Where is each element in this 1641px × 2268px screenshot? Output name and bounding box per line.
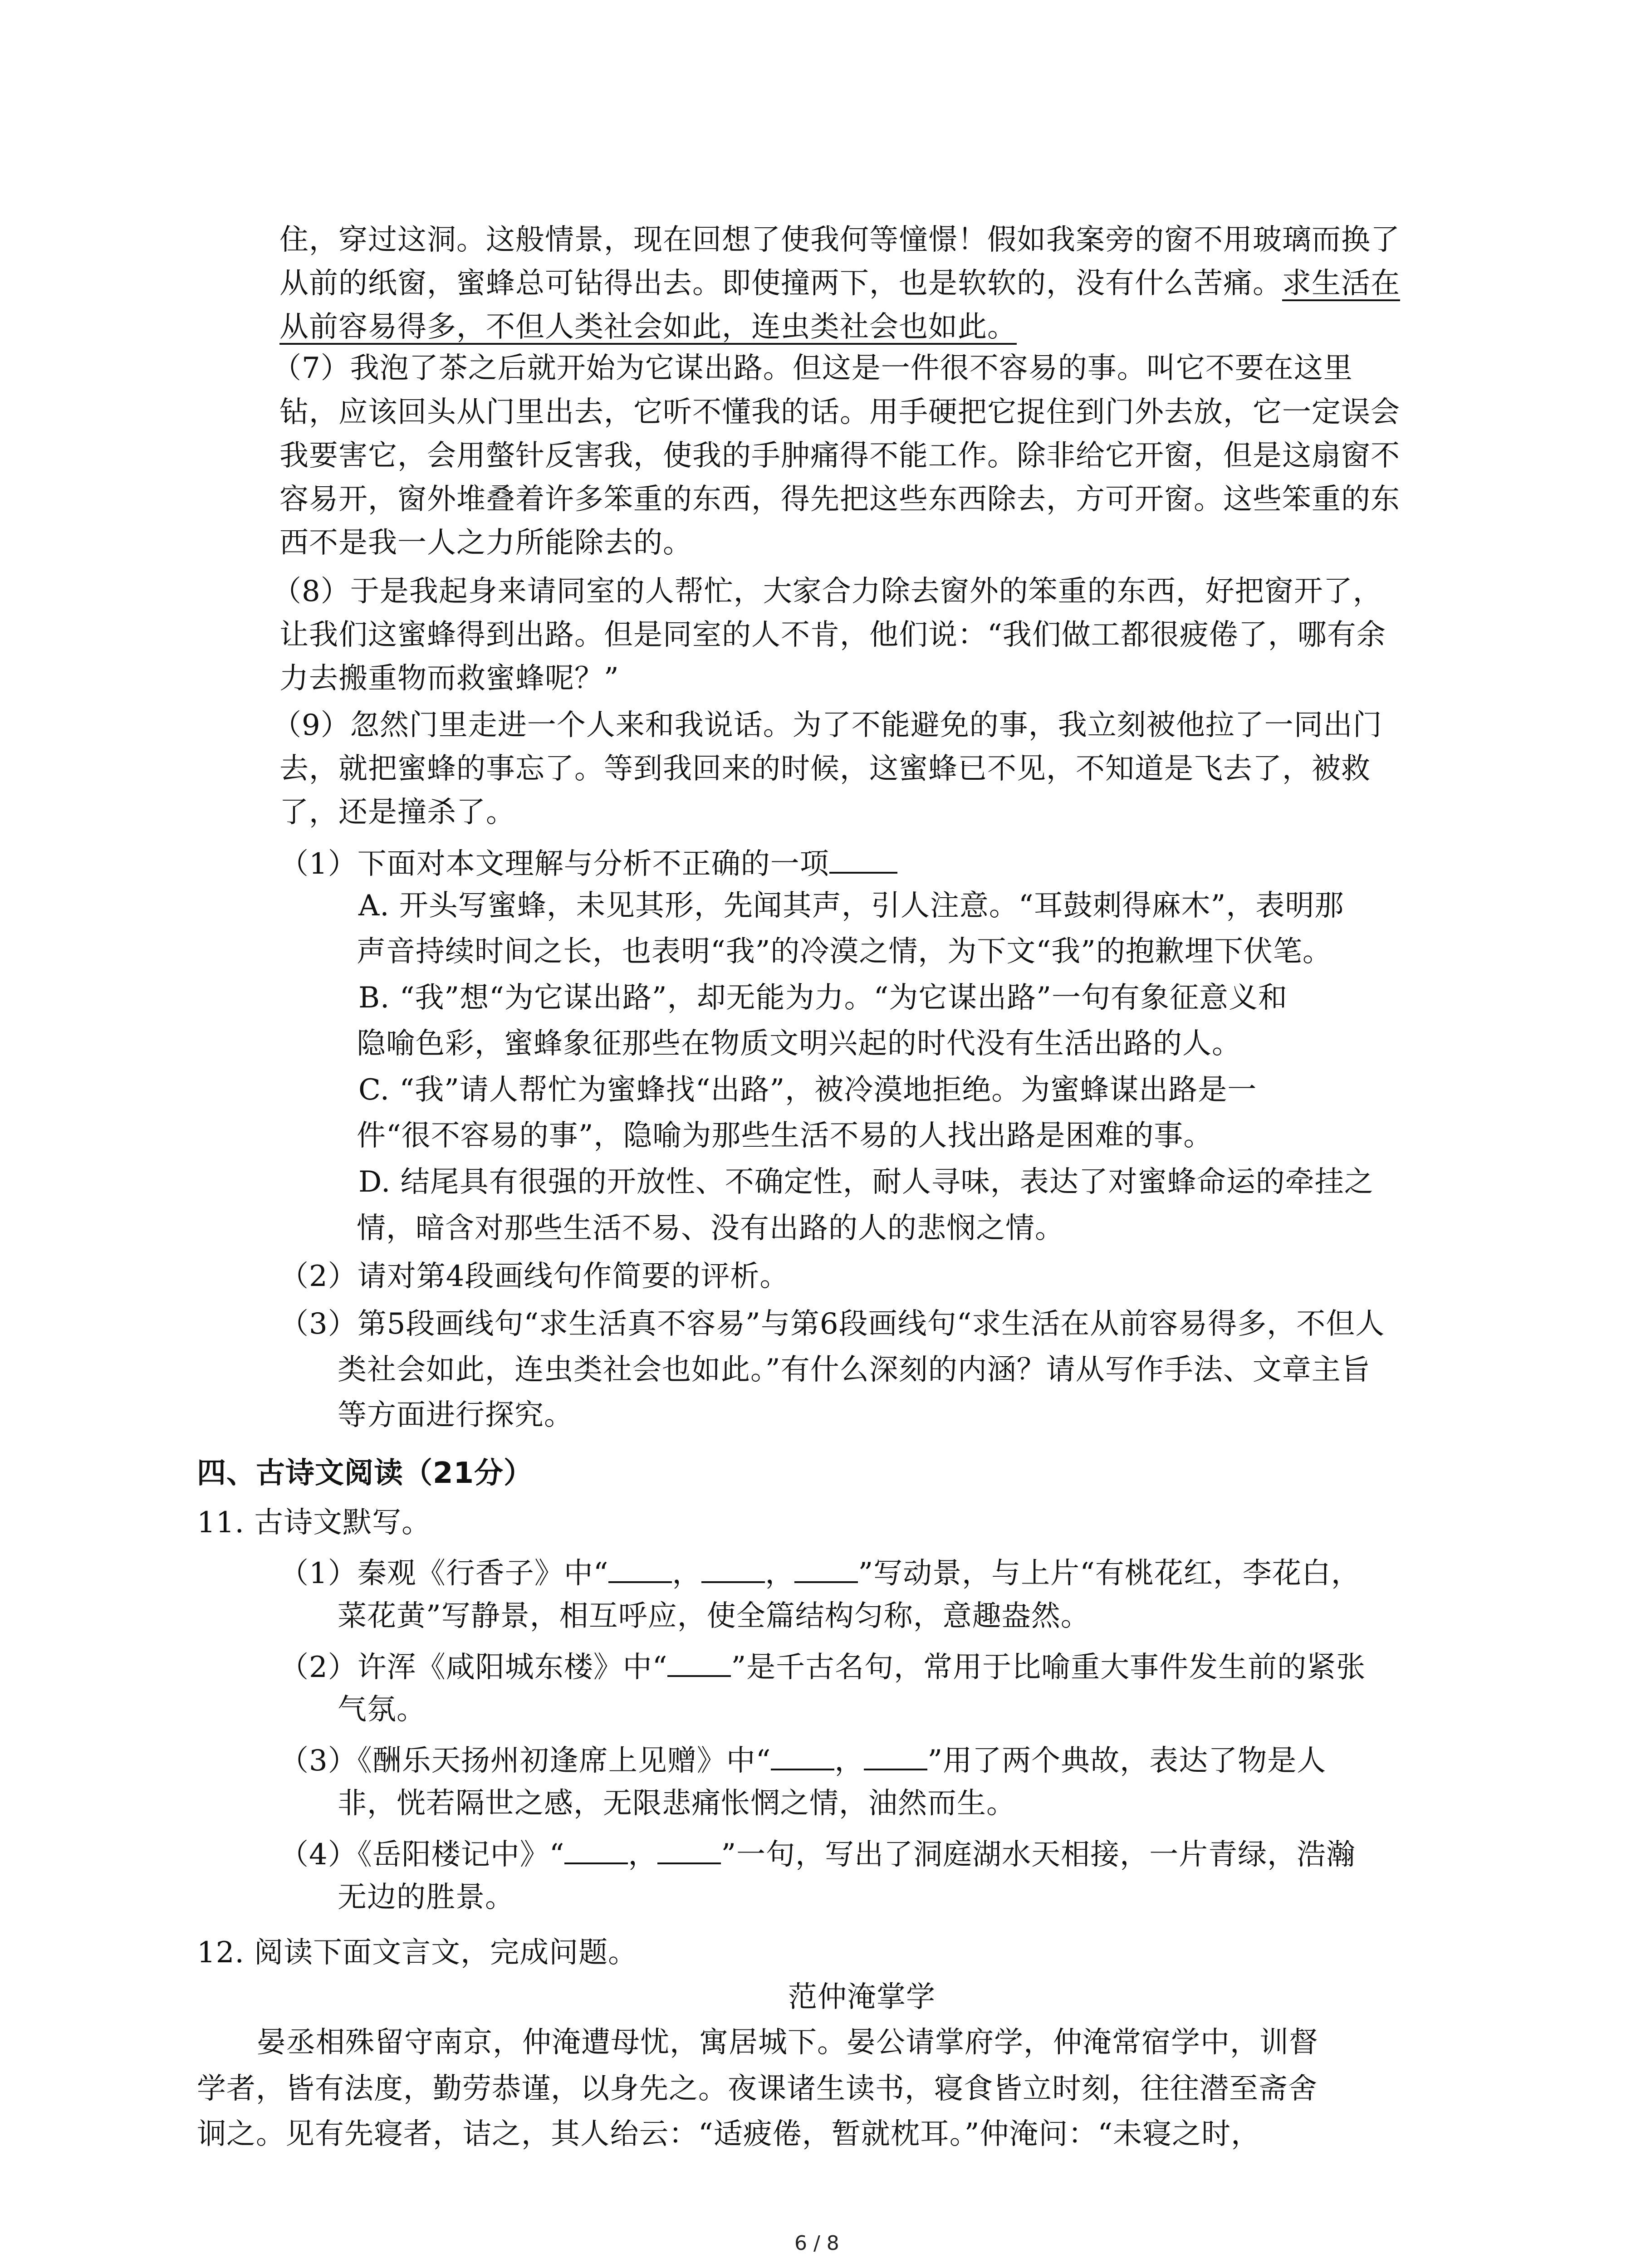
passage-line3: 诇之。见有先寝者，诘之，其人绐云：“适疲倦，暂就枕耳。”仲淹问：“未寝之时， (197, 2117, 1261, 2151)
q11-item4-tail: ”一句，写出了洞庭湖水天相接，一片青绿，浩瀚 (721, 1838, 1356, 1872)
option-b-line2: 隐喻色彩，蜜蜂象征那些在物质文明兴起的时代没有生活出路的人。 (357, 1027, 1241, 1061)
option-b-line1: B. “我”想“为它谋出路”，却无能为力。“为它谋出路”一句有象征意义和 (358, 981, 1288, 1015)
q11-item2-tail: ”是千古名句，常用于比喻重大事件发生前的紧张 (731, 1651, 1366, 1684)
option-c-line1: C. “我”请人帮忙为蜜蜂找“出路”，被冷漠地拒绝。为蜜蜂谋出路是一 (358, 1073, 1257, 1107)
question-11-title: 11. 古诗文默写。 (197, 1506, 431, 1540)
fill-blank-2[interactable] (667, 1650, 731, 1677)
para7-line4: 容易开，窗外堆叠着许多笨重的东西，得先把这些东西除去，方可开窗。这些笨重的东 (279, 483, 1400, 516)
para6-line1: 住，穿过这洞。这般情景，现在回想了使我何等憧憬！假如我案旁的窗不用玻璃而换了 (279, 223, 1400, 257)
para6-line2-text: 从前的纸窗，蜜蜂总可钻得出去。即使撞两下，也是软软的，没有什么苦痛。 (279, 267, 1282, 300)
comma: ， (672, 1557, 702, 1590)
passage-line1: 晏丞相殊留守南京，仲淹遭母忧，寓居城下。晏公请掌府学，仲淹常宿学中，训督 (257, 2026, 1318, 2059)
option-d-line1: D. 结尾具有很强的开放性、不确定性，耐人寻味，表达了对蜜蜂命运的牵挂之 (358, 1165, 1374, 1199)
q11-item4-lead: （4）《岳阳楼记中》“ (279, 1838, 565, 1872)
option-d-line2: 情，暗含对那些生活不易、没有出路的人的悲悯之情。 (357, 1212, 1064, 1245)
fill-blank-1a[interactable] (608, 1556, 672, 1583)
passage-line2: 学者，皆有法度，勤劳恭谨，以身先之。夜课诸生读书，寝食皆立时刻，往往潜至斋舍 (197, 2072, 1318, 2106)
para9-line3: 了，还是撞杀了。 (279, 796, 515, 829)
q11-item1-lead: （1）秦观《行香子》中“ (279, 1557, 609, 1590)
q11-item4-line1 (279, 1837, 1356, 1872)
passage-title: 范仲淹掌学 (788, 1980, 936, 2014)
fill-blank-1c[interactable] (794, 1556, 858, 1583)
para9-line2: 去，就把蜜蜂的事忘了。等到我回来的时候，这蜜蜂已不见，不知道是飞去了，被救 (279, 752, 1371, 786)
option-a-line2: 声音持续时间之长，也表明“我”的冷漠之情，为下文“我”的抱歉埋下伏笔。 (357, 935, 1332, 968)
para8-line3: 力去搬重物而救蜜蜂呢？” (279, 662, 619, 695)
comma: ， (628, 1838, 658, 1872)
para6-line2 (279, 269, 1400, 298)
q11-item1-line2: 菜花黄”写静景，相互呼应，使全篇结构匀称，意趣盎然。 (338, 1599, 1090, 1633)
q11-item3-line1 (279, 1743, 1327, 1778)
fill-blank-4b[interactable] (657, 1837, 721, 1864)
q11-item1-tail: ”写动景，与上片“有桃花红，李花白， (858, 1557, 1361, 1590)
question-3-line2: 类社会如此，连虫类社会也如此。”有什么深刻的内涵？请从写作手法、文章主旨 (338, 1353, 1371, 1387)
answer-blank[interactable] (829, 846, 897, 874)
fill-blank-3b[interactable] (864, 1743, 927, 1770)
question-3-line1: （3）第5段画线句“求生活真不容易”与第6段画线句“求生活在从前容易得多，不但人 (279, 1307, 1385, 1341)
q11-item2-line2: 气氛。 (338, 1693, 426, 1726)
question-3-line3: 等方面进行探究。 (338, 1398, 573, 1432)
q11-item3-line2: 非，恍若隔世之感，无限悲痛怅惘之情，油然而生。 (338, 1787, 1016, 1820)
comma: ， (765, 1557, 795, 1590)
question-12-title: 12. 阅读下面文言文，完成问题。 (197, 1936, 638, 1970)
para7-line3: 我要害它，会用螫针反害我，使我的手肿痛得不能工作。除非给它开窗，但是这扇窗不 (279, 439, 1400, 473)
fill-blank-1b[interactable] (701, 1556, 765, 1583)
underlined-sentence-part2: 从前容易得多，不但人类社会如此，连虫类社会也如此。 (279, 310, 1017, 344)
q11-item3-tail: ”用了两个典故，表达了物是人 (927, 1744, 1327, 1778)
question-2: （2）请对第4段画线句作简要的评析。 (279, 1260, 789, 1293)
fill-blank-3a[interactable] (771, 1743, 834, 1770)
option-a-line1: A. 开头写蜜蜂，未见其形，先闻其声，引人注意。“耳鼓刺得麻木”，表明那 (358, 889, 1344, 923)
para7-line1: （7）我泡了茶之后就开始为它谋出路。但这是一件很不容易的事。叫它不要在这里 (272, 352, 1353, 385)
question-1-text: （1）下面对本文理解与分析不正确的一项 (279, 847, 829, 881)
para8-line1: （8）于是我起身来请同室的人帮忙，大家合力除去窗外的笨重的东西，好把窗开了， (272, 575, 1382, 608)
q11-item2-lead: （2）许浑《咸阳城东楼》中“ (279, 1651, 668, 1684)
q11-item1-line1 (279, 1556, 1361, 1588)
para7-line2: 钻，应该回头从门里出去，它听不懂我的话。用手硬把它捉住到门外去放，它一定误会 (279, 396, 1400, 429)
q11-item3-lead: （3）《酬乐天扬州初逢席上见赠》中“ (279, 1744, 771, 1778)
fill-blank-4a[interactable] (564, 1837, 628, 1864)
option-c-line2: 件“很不容易的事”，隐喻为那些生活不易的人找出路是困难的事。 (357, 1119, 1213, 1153)
q11-item2-line1 (279, 1650, 1366, 1682)
page-number: 6 / 8 (794, 2232, 839, 2255)
para8-line2: 让我们这蜜蜂得到出路。但是同室的人不肯，他们说：“我们做工都很疲倦了，哪有余 (279, 618, 1386, 652)
q11-item4-line2: 无边的胜景。 (338, 1881, 514, 1914)
section-heading: 四、古诗文阅读（21分） (197, 1457, 534, 1490)
question-1 (279, 846, 897, 879)
para7-line5: 西不是我一人之力所能除去的。 (279, 526, 692, 560)
underlined-sentence-part1: 求生活在 (1282, 267, 1400, 300)
comma: ， (834, 1744, 864, 1778)
para9-line1: （9）忽然门里走进一个人来和我说话。为了不能避免的事，我立刻被他拉了一同出门 (272, 709, 1382, 742)
